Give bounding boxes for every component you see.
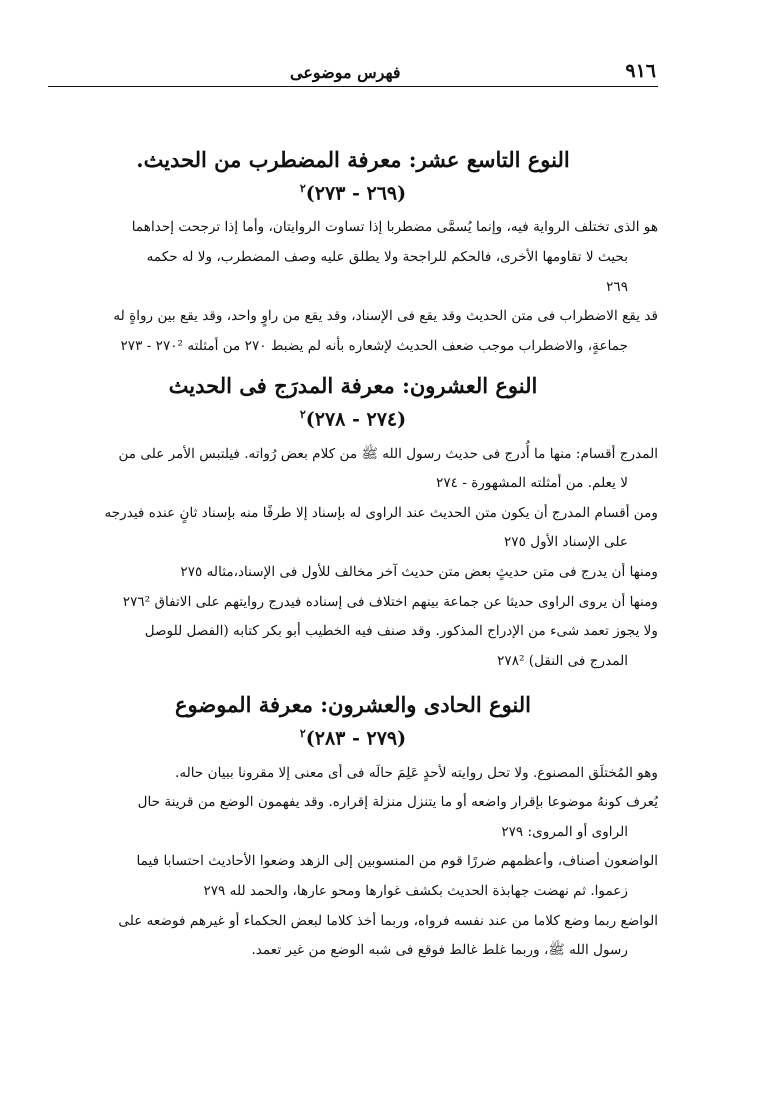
text-line: يُعرف كونهُ موضوعا بإقرار واضعه أو ما يتنزل منزلة إقراره. وقد يفهمون الوضع من قرينة حال	[137, 794, 658, 811]
section-mudtarib	[48, 145, 658, 361]
range-footnote-mark: ٢	[299, 182, 306, 195]
section-range: (٢٧٤ - ٢٧٨)$^٢$	[299, 408, 407, 431]
running-title: فهرس موضوعى	[290, 63, 401, 82]
text-line: قد يقع الاضطراب فى متن الحديث وقد يقع فى الإسناد، وقد يقع من راوٍ واحد، وقد يقع بين رواةٍ له	[113, 308, 658, 325]
text-line: جماعةٍ، والاضطراب موجب ضعف الحديث لإشعاره بأنه لم يضبط ٢٧٠ من أمثلته ٢٧٠² - ٢٧٣	[120, 337, 628, 354]
text-line: الراوى أو المروى: ٢٧٩	[501, 823, 628, 840]
section-mawdu	[48, 690, 658, 965]
text-line: ٢٦٩	[606, 278, 628, 295]
text-line: زعموا. ثم نهضت جهابذة الحديث بكشف غوارها ومحو عارها، والحمد لله ٢٧٩	[203, 883, 628, 900]
text-line: على الإسناد الأول ٢٧٥	[504, 534, 628, 551]
page-number: ٩١٦	[625, 60, 656, 82]
text-line: ومنها أن يروى الراوى حديثا عن جماعة بينهم اختلاف فى إسناده فيدرج روايتهم على الاتفاق ٢٧٦²	[122, 593, 658, 610]
section-mudraj	[48, 371, 658, 676]
range-footnote-mark: ٢	[299, 408, 306, 422]
text-line: هو الذى تختلف الرواية فيه، وإنما يُسمَّى مضطربا إذا تساوت الروايتان، وأما إذا ترجحت إحداهما	[131, 219, 658, 236]
section-heading: النوع الحادى والعشرون: معرفة الموضوع	[174, 692, 531, 718]
document-page	[48, 52, 658, 966]
text-line: ومن أقسام المدرج أن يكون متن الحديث عند الراوى له بإسناد إلا طرفًا منه بإسناد ثانٍ عنده فيدرجه	[104, 504, 658, 521]
text-line: الواضعون أصناف، وأعظمهم ضررًا قوم من المنسوبين إلى الزهد وضعوا الأحاديث احتسابا فيما	[136, 853, 658, 870]
page-header	[48, 52, 658, 87]
text-line: ومنها أن يدرج فى متن حديثٍ بعض متن حديث آخر مخالف للأول فى الإسناد،مثاله ٢٧٥	[180, 564, 658, 580]
text-line: وهو المُختلَق المصنوع. ولا تحل روايته لأحدٍ عَلِمَ حالَه فى أى معنى إلا مقرونا ببيان حاله.	[175, 764, 658, 781]
text-line: الواضع ربما وضع كلاما من عند نفسه فرواه، وربما أخذ كلاما لبعض الحكماء أو غيرهم فوضعه على	[118, 912, 658, 929]
section-heading: النوع العشرون: معرفة المدرَج فى الحديث	[168, 373, 538, 399]
text-line: بحيث لا تقاومها الأخرى، فالحكم للراجحة ولا يطلق عليه وصف المضطرب، ولا له حكمه	[146, 248, 628, 265]
text-line: لا يعلم. من أمثلته المشهورة - ٢٧٤	[436, 475, 628, 492]
text-line: رسول الله ﷺ، وربما غلط غالط فوقع فى شبه الوضع من غير تعمد.	[251, 942, 628, 959]
section-range: (٢٦٩ - ٢٧٣)$^٢$	[299, 182, 407, 205]
text-line: المدرج فى النقل) ٢٧٨²	[497, 652, 628, 669]
text-line: ولا يجوز تعمد شىء من الإدراج المذكور. وقد صنف فيه الخطيب أبو بكر كتابه (الفصل للوصل	[144, 623, 658, 640]
section-heading: النوع التاسع عشر: معرفة المضطرب من الحديث.	[136, 147, 570, 172]
section-range: (٢٧٩ - ٢٨٣)$^٢$	[299, 727, 407, 750]
text-line: المدرج أقسام: منها ما أُدرج فى حديث رسول الله ﷺ من كلام بعض رُواته. فيلتبس الأمر على من	[118, 445, 658, 462]
range-footnote-mark: ٢	[299, 727, 306, 741]
